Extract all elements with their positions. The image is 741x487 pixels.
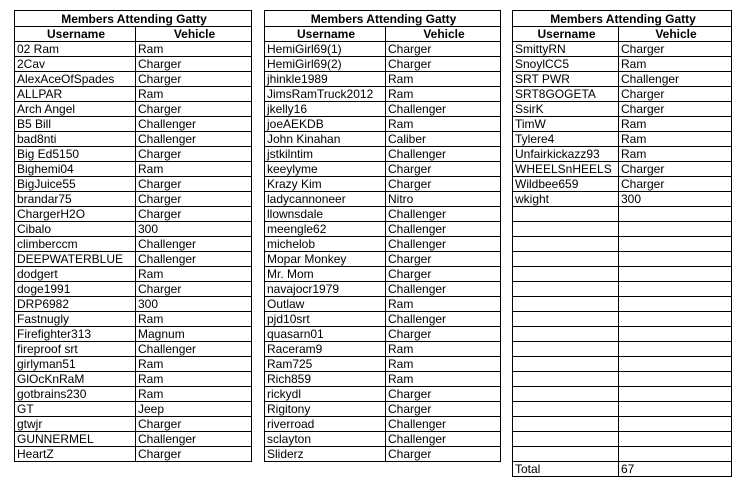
username-cell: SRT8GOGETA [513, 87, 619, 102]
table-row [513, 447, 732, 462]
table-row [513, 387, 732, 402]
table-row [15, 282, 252, 297]
username-cell: Tylere4 [513, 132, 619, 147]
table-row [15, 42, 252, 57]
table-row [15, 447, 252, 462]
username-cell: girlyman51 [15, 357, 136, 372]
username-cell: BigJuice55 [15, 177, 136, 192]
username-cell: SmittyRN [513, 42, 619, 57]
username-cell: 02 Ram [15, 42, 136, 57]
vehicle-cell [619, 387, 732, 402]
vehicle-cell: Charger [136, 147, 252, 162]
username-cell [513, 417, 619, 432]
username-cell [513, 387, 619, 402]
vehicle-cell: Ram [136, 267, 252, 282]
vehicle-cell: 300 [619, 192, 732, 207]
table-row [15, 147, 252, 162]
username-cell [513, 252, 619, 267]
table-row [513, 237, 732, 252]
vehicle-cell: Charger [619, 162, 732, 177]
vehicle-cell: Magnum [136, 327, 252, 342]
vehicle-cell [619, 402, 732, 417]
table-row [265, 222, 501, 237]
username-cell [513, 237, 619, 252]
username-cell: Unfairkickazz93 [513, 147, 619, 162]
vehicle-cell: Charger [386, 162, 501, 177]
username-cell: ChargerH2O [15, 207, 136, 222]
username-cell: keeylyme [265, 162, 386, 177]
vehicle-cell: Challenger [136, 117, 252, 132]
table-row [265, 372, 501, 387]
vehicle-cell: Ram [136, 312, 252, 327]
username-cell: jkelly16 [265, 102, 386, 117]
username-cell: bad8nti [15, 132, 136, 147]
table-row [15, 297, 252, 312]
table-row [513, 267, 732, 282]
username-cell [513, 312, 619, 327]
table-title: Members Attending Gatty [15, 11, 252, 27]
vehicle-cell: Ram [619, 132, 732, 147]
username-cell: Mopar Monkey [265, 252, 386, 267]
vehicle-cell: Charger [136, 177, 252, 192]
username-cell [513, 342, 619, 357]
vehicle-cell [619, 267, 732, 282]
table-row [265, 267, 501, 282]
vehicle-cell: Charger [386, 252, 501, 267]
total-label: Total [513, 462, 619, 477]
username-cell: Rigitony [265, 402, 386, 417]
username-cell: Mr. Mom [265, 267, 386, 282]
table-row [265, 402, 501, 417]
username-cell [513, 207, 619, 222]
table-row [15, 372, 252, 387]
username-cell: quasarn01 [265, 327, 386, 342]
table-row [15, 87, 252, 102]
vehicle-cell: Charger [619, 177, 732, 192]
table-row [15, 252, 252, 267]
vehicle-cell: Challenger [136, 252, 252, 267]
username-cell: jstkilntim [265, 147, 386, 162]
vehicle-cell: Challenger [619, 72, 732, 87]
table-row [513, 357, 732, 372]
table-row [265, 342, 501, 357]
table-row [15, 342, 252, 357]
table-row [513, 162, 732, 177]
table-row [265, 387, 501, 402]
vehicle-cell: Charger [619, 42, 732, 57]
vehicle-cell: Challenger [136, 342, 252, 357]
vehicle-cell: Charger [386, 42, 501, 57]
username-cell: TimW [513, 117, 619, 132]
table-row [513, 222, 732, 237]
vehicle-cell: Challenger [386, 102, 501, 117]
username-cell: HeartZ [15, 447, 136, 462]
table-row [513, 372, 732, 387]
table-row [265, 282, 501, 297]
table-row [15, 402, 252, 417]
attendance-table-2 [264, 10, 501, 462]
vehicle-cell [619, 282, 732, 297]
vehicle-cell: Charger [136, 207, 252, 222]
vehicle-cell: Ram [386, 72, 501, 87]
username-cell: fireproof srt [15, 342, 136, 357]
username-cell: Firefighter313 [15, 327, 136, 342]
table-row [15, 207, 252, 222]
username-cell [513, 297, 619, 312]
vehicle-cell: 300 [136, 297, 252, 312]
username-cell: Cibalo [15, 222, 136, 237]
username-cell: Rich859 [265, 372, 386, 387]
username-cell [513, 402, 619, 417]
table-row [265, 417, 501, 432]
vehicle-cell: Ram [386, 297, 501, 312]
username-cell: B5 Bill [15, 117, 136, 132]
username-cell: gtwjr [15, 417, 136, 432]
vehicle-cell: Challenger [386, 312, 501, 327]
table-row [265, 432, 501, 447]
username-column-header: Username [265, 27, 386, 42]
table-row [265, 162, 501, 177]
table-row [513, 42, 732, 57]
table-row [15, 432, 252, 447]
table-row [15, 267, 252, 282]
vehicle-column-header: Vehicle [136, 27, 252, 42]
vehicle-cell: Ram [386, 87, 501, 102]
vehicle-cell: Ram [136, 87, 252, 102]
vehicle-cell: Challenger [386, 237, 501, 252]
table-row [265, 57, 501, 72]
vehicle-cell: Charger [386, 57, 501, 72]
username-cell: HemiGirl69(1) [265, 42, 386, 57]
username-cell: Krazy Kim [265, 177, 386, 192]
table-row [265, 252, 501, 267]
vehicle-cell: Challenger [386, 222, 501, 237]
username-cell: AlexAceOfSpades [15, 72, 136, 87]
table-row [513, 297, 732, 312]
table-row [513, 117, 732, 132]
table-row [265, 357, 501, 372]
username-cell: llownsdale [265, 207, 386, 222]
table-row [513, 87, 732, 102]
vehicle-cell: Charger [136, 417, 252, 432]
vehicle-cell [619, 252, 732, 267]
total-value: 67 [619, 462, 732, 477]
vehicle-cell: Challenger [386, 282, 501, 297]
table-row [15, 417, 252, 432]
vehicle-cell: Challenger [136, 237, 252, 252]
vehicle-cell: Ram [386, 117, 501, 132]
username-cell: HemiGirl69(2) [265, 57, 386, 72]
username-cell: dodgert [15, 267, 136, 282]
vehicle-cell [619, 372, 732, 387]
username-cell: SsirK [513, 102, 619, 117]
username-cell: rickydl [265, 387, 386, 402]
username-column-header: Username [513, 27, 619, 42]
table-row [15, 357, 252, 372]
vehicle-cell: Challenger [136, 132, 252, 147]
vehicle-cell: Charger [136, 102, 252, 117]
vehicle-cell [619, 342, 732, 357]
table-row [513, 327, 732, 342]
table-row [265, 237, 501, 252]
vehicle-cell: Charger [619, 87, 732, 102]
table-row [15, 72, 252, 87]
vehicle-cell: Ram [619, 147, 732, 162]
username-cell: michelob [265, 237, 386, 252]
table-row [513, 147, 732, 162]
username-cell: pjd10srt [265, 312, 386, 327]
vehicle-cell: Charger [386, 402, 501, 417]
vehicle-cell [619, 417, 732, 432]
username-cell: John Kinahan [265, 132, 386, 147]
username-cell: doge1991 [15, 282, 136, 297]
vehicle-cell: Ram [386, 372, 501, 387]
username-cell: DEEPWATERBLUE [15, 252, 136, 267]
table-row [15, 162, 252, 177]
table-row [265, 297, 501, 312]
username-cell: sclayton [265, 432, 386, 447]
username-cell: JimsRamTruck2012 [265, 87, 386, 102]
vehicle-cell: Ram [136, 42, 252, 57]
table-row [15, 312, 252, 327]
username-cell: GlOcKnRaM [15, 372, 136, 387]
vehicle-cell: Challenger [386, 207, 501, 222]
username-cell: climberccm [15, 237, 136, 252]
username-cell: Bighemi04 [15, 162, 136, 177]
vehicle-cell [619, 327, 732, 342]
username-cell: wkight [513, 192, 619, 207]
table-row [513, 102, 732, 117]
vehicle-cell: Ram [386, 357, 501, 372]
vehicle-cell: Charger [136, 192, 252, 207]
total-row [513, 462, 732, 477]
vehicle-cell: Ram [386, 342, 501, 357]
table-title: Members Attending Gatty [513, 11, 732, 27]
table-row [513, 252, 732, 267]
vehicle-cell [619, 237, 732, 252]
username-cell: joeAEKDB [265, 117, 386, 132]
username-cell: navajocr1979 [265, 282, 386, 297]
vehicle-cell: Jeep [136, 402, 252, 417]
username-cell [513, 357, 619, 372]
table-row [513, 192, 732, 207]
vehicle-cell: Charger [386, 177, 501, 192]
table-row [15, 177, 252, 192]
username-cell: Arch Angel [15, 102, 136, 117]
username-cell: Outlaw [265, 297, 386, 312]
username-cell: ladycannoneer [265, 192, 386, 207]
vehicle-cell: Charger [619, 102, 732, 117]
vehicle-cell: Ram [136, 357, 252, 372]
username-cell: riverroad [265, 417, 386, 432]
username-cell: 2Cav [15, 57, 136, 72]
table-row [15, 132, 252, 147]
vehicle-cell [619, 432, 732, 447]
table-row [265, 42, 501, 57]
table-row [513, 207, 732, 222]
table-row [265, 102, 501, 117]
vehicle-cell: Charger [136, 447, 252, 462]
vehicle-column-header: Vehicle [619, 27, 732, 42]
table-row [265, 147, 501, 162]
vehicle-cell [619, 297, 732, 312]
table-row [513, 132, 732, 147]
vehicle-cell: Challenger [386, 417, 501, 432]
username-cell: WHEELSnHEELS [513, 162, 619, 177]
username-cell [513, 327, 619, 342]
vehicle-cell: Challenger [136, 432, 252, 447]
table-row [15, 222, 252, 237]
vehicle-cell: Challenger [386, 147, 501, 162]
table-row [513, 282, 732, 297]
attendance-table-1 [14, 10, 252, 462]
vehicle-column-header: Vehicle [386, 27, 501, 42]
vehicle-cell: 300 [136, 222, 252, 237]
table-row [265, 87, 501, 102]
table-row [265, 72, 501, 87]
table-row [265, 207, 501, 222]
username-cell: ALLPAR [15, 87, 136, 102]
username-cell: Big Ed5150 [15, 147, 136, 162]
table-row [15, 102, 252, 117]
table-row [265, 327, 501, 342]
vehicle-cell: Caliber [386, 132, 501, 147]
vehicle-cell [619, 312, 732, 327]
table-row [513, 342, 732, 357]
table-row [513, 177, 732, 192]
username-cell: Raceram9 [265, 342, 386, 357]
vehicle-cell: Ram [619, 117, 732, 132]
vehicle-cell: Charger [386, 267, 501, 282]
attendance-table-3 [512, 10, 732, 477]
table-row [265, 192, 501, 207]
vehicle-cell: Charger [136, 57, 252, 72]
username-cell: GUNNERMEL [15, 432, 136, 447]
table-row [265, 312, 501, 327]
vehicle-cell: Charger [136, 282, 252, 297]
username-cell: jhinkle1989 [265, 72, 386, 87]
vehicle-cell: Ram [619, 57, 732, 72]
username-cell: gotbrains230 [15, 387, 136, 402]
table-row [513, 417, 732, 432]
username-cell: SRT PWR [513, 72, 619, 87]
username-cell [513, 432, 619, 447]
table-row [513, 57, 732, 72]
vehicle-cell [619, 207, 732, 222]
table-row [265, 177, 501, 192]
vehicle-cell: Challenger [386, 432, 501, 447]
table-row [513, 312, 732, 327]
vehicle-cell: Charger [386, 387, 501, 402]
table-row [15, 117, 252, 132]
username-cell: Fastnugly [15, 312, 136, 327]
username-cell: Sliderz [265, 447, 386, 462]
username-cell: meengle62 [265, 222, 386, 237]
table-row [15, 192, 252, 207]
vehicle-cell: Ram [136, 387, 252, 402]
vehicle-cell: Charger [136, 72, 252, 87]
vehicle-cell [619, 222, 732, 237]
username-cell: GT [15, 402, 136, 417]
table-row [265, 117, 501, 132]
username-cell [513, 267, 619, 282]
username-cell: brandar75 [15, 192, 136, 207]
username-cell: SnoylCC5 [513, 57, 619, 72]
table-row [265, 132, 501, 147]
username-cell: Wildbee659 [513, 177, 619, 192]
username-cell [513, 447, 619, 462]
vehicle-cell: Ram [136, 372, 252, 387]
vehicle-cell: Charger [386, 327, 501, 342]
vehicle-cell [619, 447, 732, 462]
table-title: Members Attending Gatty [265, 11, 501, 27]
username-cell: Ram725 [265, 357, 386, 372]
username-cell: DRP6982 [15, 297, 136, 312]
table-row [15, 57, 252, 72]
table-row [265, 447, 501, 462]
vehicle-cell: Ram [136, 162, 252, 177]
table-row [513, 72, 732, 87]
table-row [513, 402, 732, 417]
table-row [15, 387, 252, 402]
vehicle-cell [619, 357, 732, 372]
table-row [15, 327, 252, 342]
table-row [15, 237, 252, 252]
table-row [513, 432, 732, 447]
username-cell [513, 372, 619, 387]
username-column-header: Username [15, 27, 136, 42]
vehicle-cell: Nitro [386, 192, 501, 207]
vehicle-cell: Charger [386, 447, 501, 462]
username-cell [513, 282, 619, 297]
username-cell [513, 222, 619, 237]
